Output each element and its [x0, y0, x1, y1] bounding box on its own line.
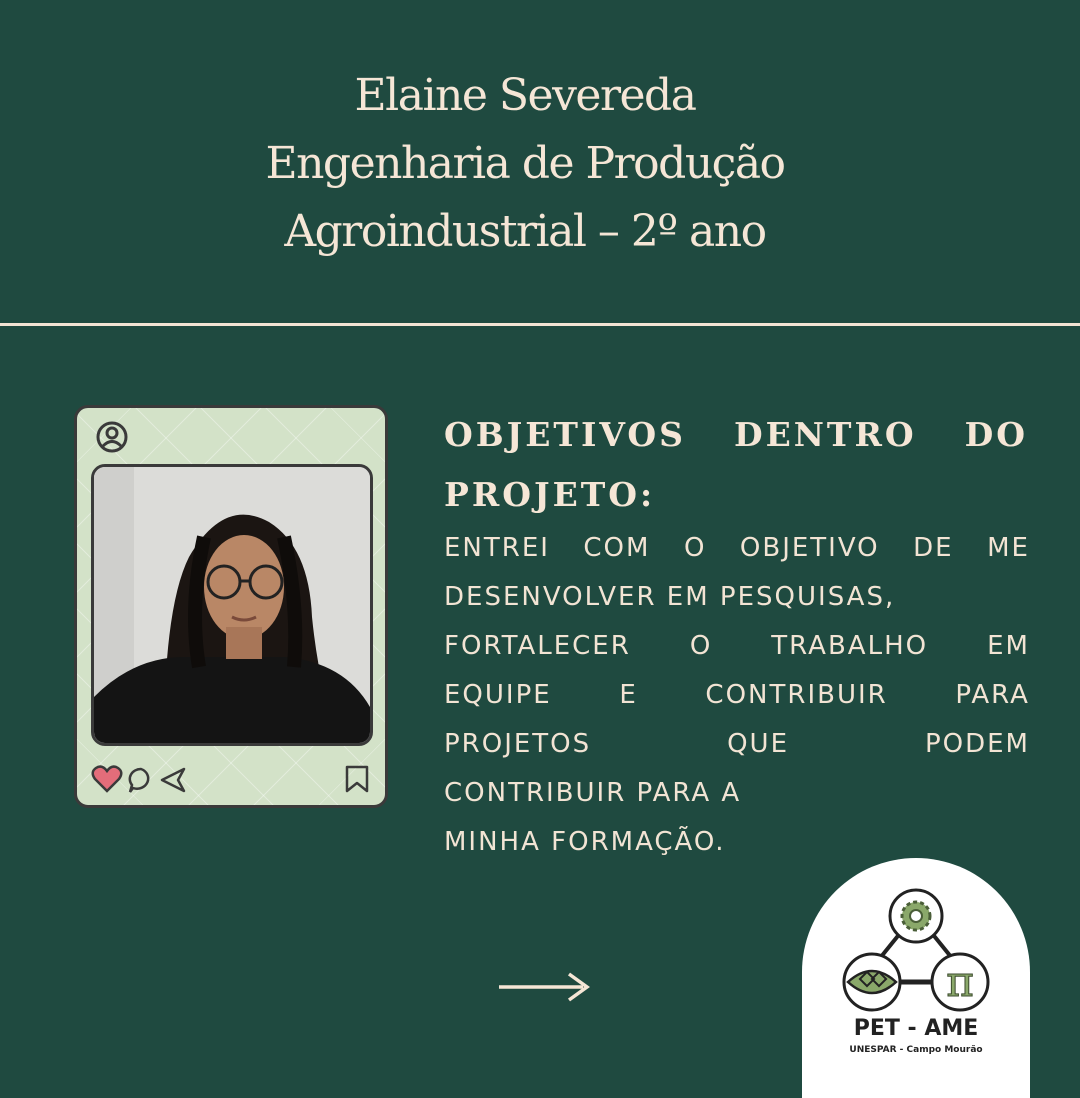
person-name: Elaine Severeda [354, 70, 696, 121]
header-title-block [0, 62, 1050, 266]
profile-photo [91, 464, 373, 746]
body-word: COM [583, 533, 651, 563]
objectives-heading-line-1 [444, 405, 1028, 465]
body-word: O [683, 533, 707, 563]
course-line-2: Agroindustrial – 2º ano [284, 206, 766, 257]
body-word: QUE [727, 729, 790, 759]
body-word: OBJETIVO [739, 533, 880, 563]
body-text: DESENVOLVER EM PESQUISAS, [444, 582, 896, 612]
body-text: MINHA FORMAÇÃO. [444, 827, 726, 857]
body-word: PODEM [924, 729, 1030, 759]
body-word: E [619, 680, 638, 710]
body-word: ENTREI [444, 533, 550, 563]
heading-word: DENTRO [733, 415, 917, 454]
logo-subtitle: UNESPAR - Campo Mourão [849, 1045, 983, 1055]
body-line [444, 720, 1030, 769]
objectives-heading [444, 405, 1028, 525]
body-word: PARA [955, 680, 1030, 710]
comment-icon[interactable] [127, 766, 155, 794]
body-line [444, 622, 1030, 671]
course-line-1: Engenharia de Produção [265, 138, 785, 189]
body-line [444, 769, 1030, 818]
heading-word: OBJETIVOS [444, 415, 686, 454]
body-word: O [689, 631, 713, 661]
body-word: PROJETOS [444, 729, 592, 759]
heading-word: DO [964, 415, 1028, 454]
pet-ame-logo [802, 858, 1030, 1098]
body-word: EM [987, 631, 1030, 661]
heart-icon[interactable] [91, 764, 123, 794]
body-word: TRABALHO [771, 631, 929, 661]
body-text: CONTRIBUIR PARA A [444, 778, 742, 808]
logo-title: PET - AME [853, 1016, 979, 1041]
body-word: CONTRIBUIR [705, 680, 888, 710]
send-icon[interactable] [159, 766, 187, 794]
post-card [74, 405, 388, 808]
body-word: DE [913, 533, 954, 563]
body-word: EQUIPE [444, 680, 552, 710]
header-divider [0, 323, 1080, 326]
objectives-heading-line-2: PROJETO: [444, 475, 656, 514]
body-line [444, 524, 1030, 573]
body-word: FORTALECER [444, 631, 631, 661]
arrow-right-icon[interactable] [497, 970, 591, 1004]
pet-ame-emblem [802, 858, 1030, 1018]
user-circle-icon[interactable] [95, 420, 129, 454]
body-line [444, 671, 1030, 720]
body-word: ME [987, 533, 1030, 563]
objectives-body [444, 524, 1030, 867]
pi-symbol: π [946, 957, 974, 1006]
bookmark-icon[interactable] [343, 764, 371, 794]
body-line [444, 573, 1030, 622]
